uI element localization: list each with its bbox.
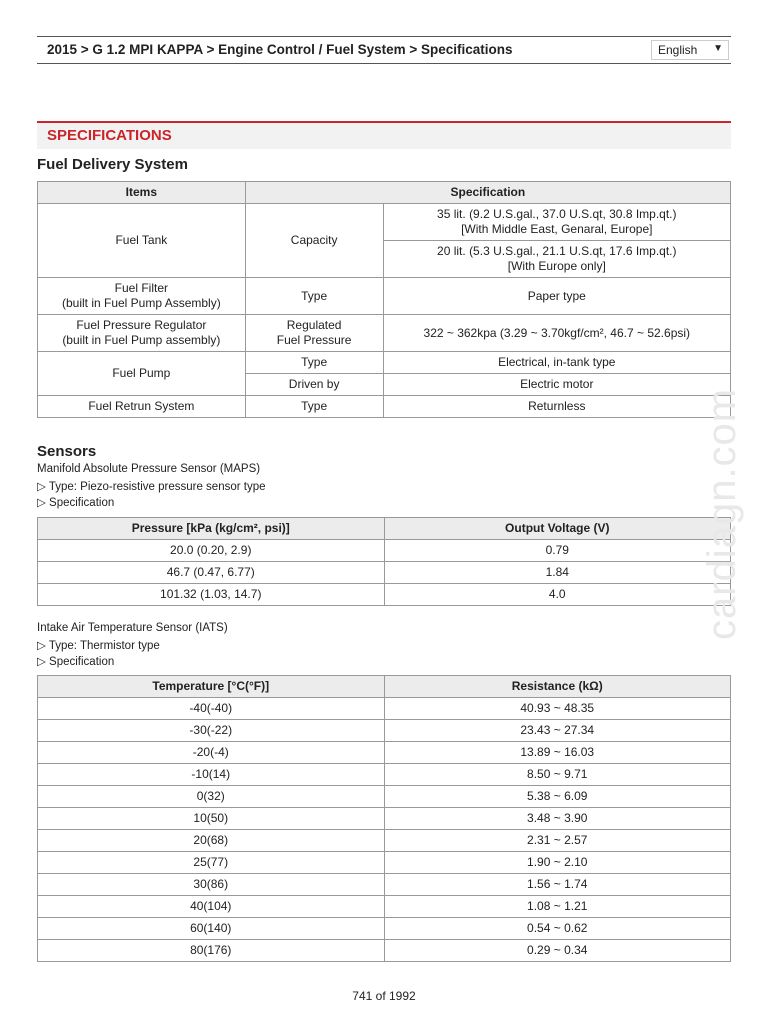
text-line: (built in Fuel Pump assembly) xyxy=(62,333,221,347)
text-line: Regulated xyxy=(286,318,342,332)
table-row xyxy=(38,874,731,896)
table-row xyxy=(38,540,731,562)
table-cell: 0(32) xyxy=(38,786,385,808)
maps-col-pressure: Pressure [kPa (kg/cm², psi)] xyxy=(38,518,385,540)
table-cell: 80(176) xyxy=(38,940,385,962)
fuel-delivery-table xyxy=(37,181,731,418)
table-cell: 1.90 ~ 2.10 xyxy=(384,852,731,874)
table-row xyxy=(38,352,731,374)
maps-type: ▷ Type: Piezo-resistive pressure sensor type xyxy=(37,481,266,493)
table-row xyxy=(38,698,731,720)
table-cell: 30(86) xyxy=(38,874,385,896)
table-cell: 1.84 xyxy=(384,562,731,584)
fuel-tank-label: Fuel Tank xyxy=(38,204,246,278)
table-header-row xyxy=(38,518,731,540)
table-row xyxy=(38,830,731,852)
table-cell: 2.31 ~ 2.57 xyxy=(384,830,731,852)
iats-table xyxy=(37,675,731,962)
table-row xyxy=(38,808,731,830)
table-row xyxy=(38,786,731,808)
table-row xyxy=(38,584,731,606)
col-items: Items xyxy=(38,182,246,204)
fuel-pump-label: Fuel Pump xyxy=(38,352,246,396)
capacity-value-2 xyxy=(383,241,730,278)
table-cell: 20.0 (0.20, 2.9) xyxy=(38,540,385,562)
text-line: [With Middle East, Genaral, Europe] xyxy=(461,222,653,236)
section-header xyxy=(37,121,731,149)
table-cell: 40(104) xyxy=(38,896,385,918)
table-cell: 0.29 ~ 0.34 xyxy=(384,940,731,962)
text-line: Fuel Pressure Regulator xyxy=(76,318,207,332)
table-cell: 25(77) xyxy=(38,852,385,874)
maps-spec: ▷ Specification xyxy=(37,497,115,509)
table-cell: 101.32 (1.03, 14.7) xyxy=(38,584,385,606)
filter-type-value: Paper type xyxy=(383,278,730,315)
table-cell: 0.54 ~ 0.62 xyxy=(384,918,731,940)
chevron-down-icon: ▼ xyxy=(713,43,723,54)
table-cell: 40.93 ~ 48.35 xyxy=(384,698,731,720)
table-header-row xyxy=(38,182,731,204)
return-type-value: Returnless xyxy=(383,396,730,418)
table-cell: 23.43 ~ 27.34 xyxy=(384,720,731,742)
regulated-pressure-label xyxy=(245,315,383,352)
text-line: 35 lit. (9.2 U.S.gal., 37.0 U.S.qt, 30.8 Imp.qt.) xyxy=(437,207,677,221)
iats-col-resistance: Resistance (kΩ) xyxy=(384,676,731,698)
table-cell: -30(-22) xyxy=(38,720,385,742)
table-header-row xyxy=(38,676,731,698)
text-line: Fuel Filter xyxy=(114,281,169,295)
pump-driven-label: Driven by xyxy=(245,374,383,396)
regulator-label xyxy=(38,315,246,352)
return-type-label: Type xyxy=(245,396,383,418)
fuel-filter-label xyxy=(38,278,246,315)
table-row xyxy=(38,315,731,352)
iats-col-temperature: Temperature [°C(°F)] xyxy=(38,676,385,698)
text-line: [With Europe only] xyxy=(507,259,606,273)
table-cell: 8.50 ~ 9.71 xyxy=(384,764,731,786)
table-row xyxy=(38,204,731,241)
table-cell: 4.0 xyxy=(384,584,731,606)
table-cell: 10(50) xyxy=(38,808,385,830)
text-line: Fuel Pressure xyxy=(276,333,352,347)
table-cell: -40(-40) xyxy=(38,698,385,720)
table-cell: 46.7 (0.47, 6.77) xyxy=(38,562,385,584)
table-row xyxy=(38,562,731,584)
fuel-delivery-title: Fuel Delivery System xyxy=(37,156,188,173)
return-system-label: Fuel Retrun System xyxy=(38,396,246,418)
table-row xyxy=(38,278,731,315)
maps-title: Manifold Absolute Pressure Sensor (MAPS) xyxy=(37,463,261,475)
table-row xyxy=(38,940,731,962)
breadcrumb: 2015 > G 1.2 MPI KAPPA > Engine Control / Fuel System > Specifications xyxy=(47,42,513,57)
watermark: cardiagn.com xyxy=(700,387,744,640)
language-select[interactable] xyxy=(651,40,729,60)
table-row xyxy=(38,720,731,742)
table-cell: 20(68) xyxy=(38,830,385,852)
text-line: 20 lit. (5.3 U.S.gal., 21.1 U.S.qt, 17.6 Imp.qt.) xyxy=(437,244,677,258)
iats-spec: ▷ Specification xyxy=(37,656,115,668)
pump-type-value: Electrical, in-tank type xyxy=(383,352,730,374)
table-row xyxy=(38,742,731,764)
filter-type-label: Type xyxy=(245,278,383,315)
pump-driven-value: Electric motor xyxy=(383,374,730,396)
col-spec: Specification xyxy=(245,182,730,204)
language-value: English xyxy=(658,43,698,57)
section-title: SPECIFICATIONS xyxy=(47,127,172,144)
sensors-title: Sensors xyxy=(37,443,97,460)
maps-col-voltage: Output Voltage (V) xyxy=(384,518,731,540)
table-cell: -10(14) xyxy=(38,764,385,786)
table-cell: 13.89 ~ 16.03 xyxy=(384,742,731,764)
capacity-label: Capacity xyxy=(245,204,383,278)
capacity-value-1 xyxy=(383,204,730,241)
table-cell: -20(-4) xyxy=(38,742,385,764)
table-cell: 60(140) xyxy=(38,918,385,940)
maps-table xyxy=(37,517,731,606)
pump-type-label: Type xyxy=(245,352,383,374)
iats-type: ▷ Type: Thermistor type xyxy=(37,640,160,652)
table-row xyxy=(38,764,731,786)
table-cell: 3.48 ~ 3.90 xyxy=(384,808,731,830)
header-bar xyxy=(37,36,731,64)
table-row xyxy=(38,896,731,918)
page-number: 741 of 1992 xyxy=(352,989,416,1003)
iats-title: Intake Air Temperature Sensor (IATS) xyxy=(37,622,228,634)
regulated-pressure-value: 322 ~ 362kpa (3.29 ~ 3.70kgf/cm², 46.7 ~ 52.6psi) xyxy=(383,315,730,352)
table-row xyxy=(38,396,731,418)
table-row xyxy=(38,852,731,874)
table-row xyxy=(38,918,731,940)
table-cell: 5.38 ~ 6.09 xyxy=(384,786,731,808)
table-cell: 1.08 ~ 1.21 xyxy=(384,896,731,918)
table-cell: 0.79 xyxy=(384,540,731,562)
table-cell: 1.56 ~ 1.74 xyxy=(384,874,731,896)
text-line: (built in Fuel Pump Assembly) xyxy=(61,296,221,310)
